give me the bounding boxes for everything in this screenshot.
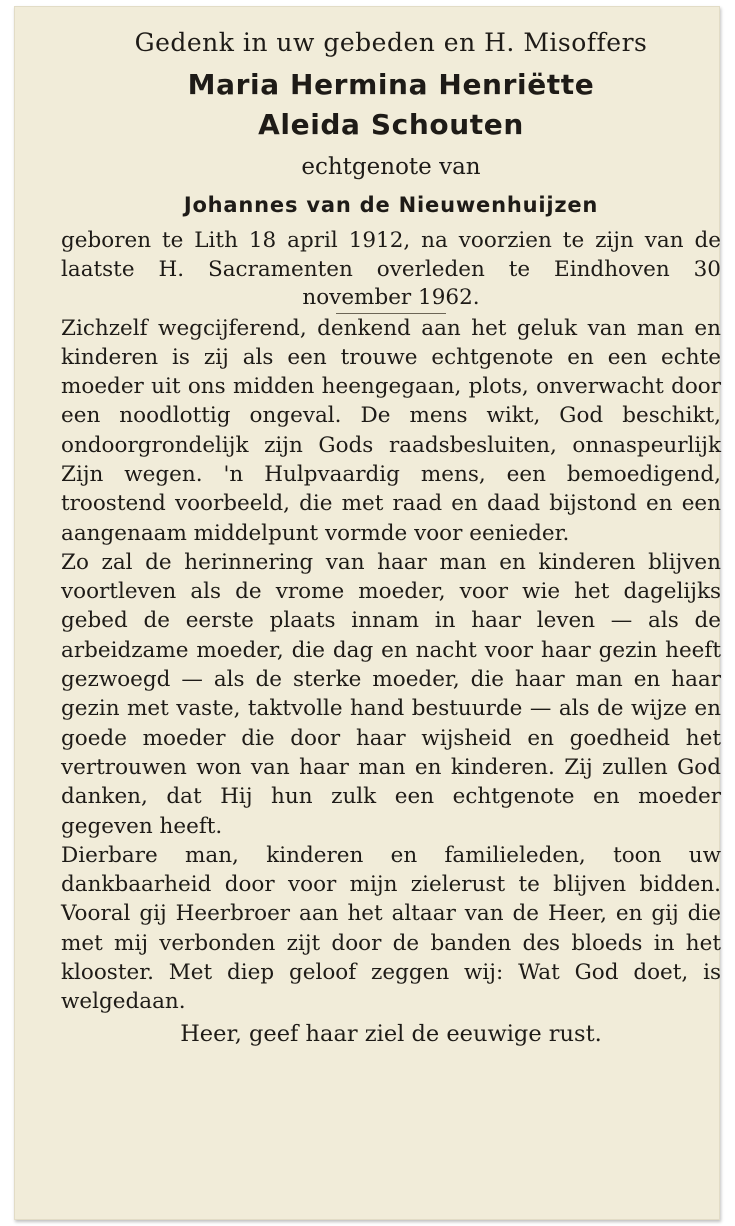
paragraph-3: Dierbare man, kinderen en familieleden, toon uw dankbaarheid door voor mijn zielerust te blijven bidden. Vooral gij Heerbroer aan het altaar van de Heer, en gij die met mij verbonden zijt door de banden des bloeds in het klooster. Met diep geloof zeggen wij: Wat God doet, is welgedaan.: [61, 842, 721, 1015]
paragraph-2: Zo zal de herinnering van haar man en kinderen blijven voortleven als de vrome moeder, voor wie het dagelijks gebed de eerste plaats innam in haar leven — als de arbeidzame moeder, die dag en nacht voor haar gezin heeft gezwoegd — als de sterke moeder, die haar man en haar gezin met vaste, taktvolle hand bestuurde — als de wijze en goede moeder die door haar wijsheid en goedheid het vertrouwen won van haar man en kinderen. Zij zullen God danken, dat Hij hun zulk een echtgenote en moeder gegeven heeft.: [61, 549, 721, 839]
prayer-header: Gedenk in uw gebeden en H. Misoffers: [134, 28, 648, 57]
birth-death-details: geboren te Lith 18 april 1912, na voorzien te zijn van de laatste H. Sacramenten overleden te Eindhoven 30 november 1962.: [61, 228, 721, 310]
closing-prayer: Heer, geef haar ziel de eeuwige rust.: [180, 1020, 602, 1047]
deceased-name-line-1: Maria Hermina Henriëtte: [187, 68, 595, 101]
deceased-name-line-2: Aleida Schouten: [258, 108, 524, 141]
paragraph-1: Zichzelf wegcijferend, denkend aan het geluk van man en kinderen is zij als een trouwe echtgenote en een echte moeder uit ons midden heengegaan, plots, onverwacht door een noodlottig ongeval. De mens wikt, God beschikt, ondoorgrondelijk zijn Gods raadsbesluiten, onnaspeurlijk Zijn wegen. 'n Hulpvaardig mens, een bemoedigend, troostend voorbeeld, die met raad en daad bijstond en een aangenaam middelpunt vormde voor eenieder.: [61, 315, 721, 546]
memorial-card: [14, 6, 720, 1220]
spouse-prefix: echtgenote van: [301, 154, 481, 180]
card-text: [61, 21, 721, 1051]
spouse-name: Johannes van de Nieuwenhuijzen: [183, 193, 599, 217]
